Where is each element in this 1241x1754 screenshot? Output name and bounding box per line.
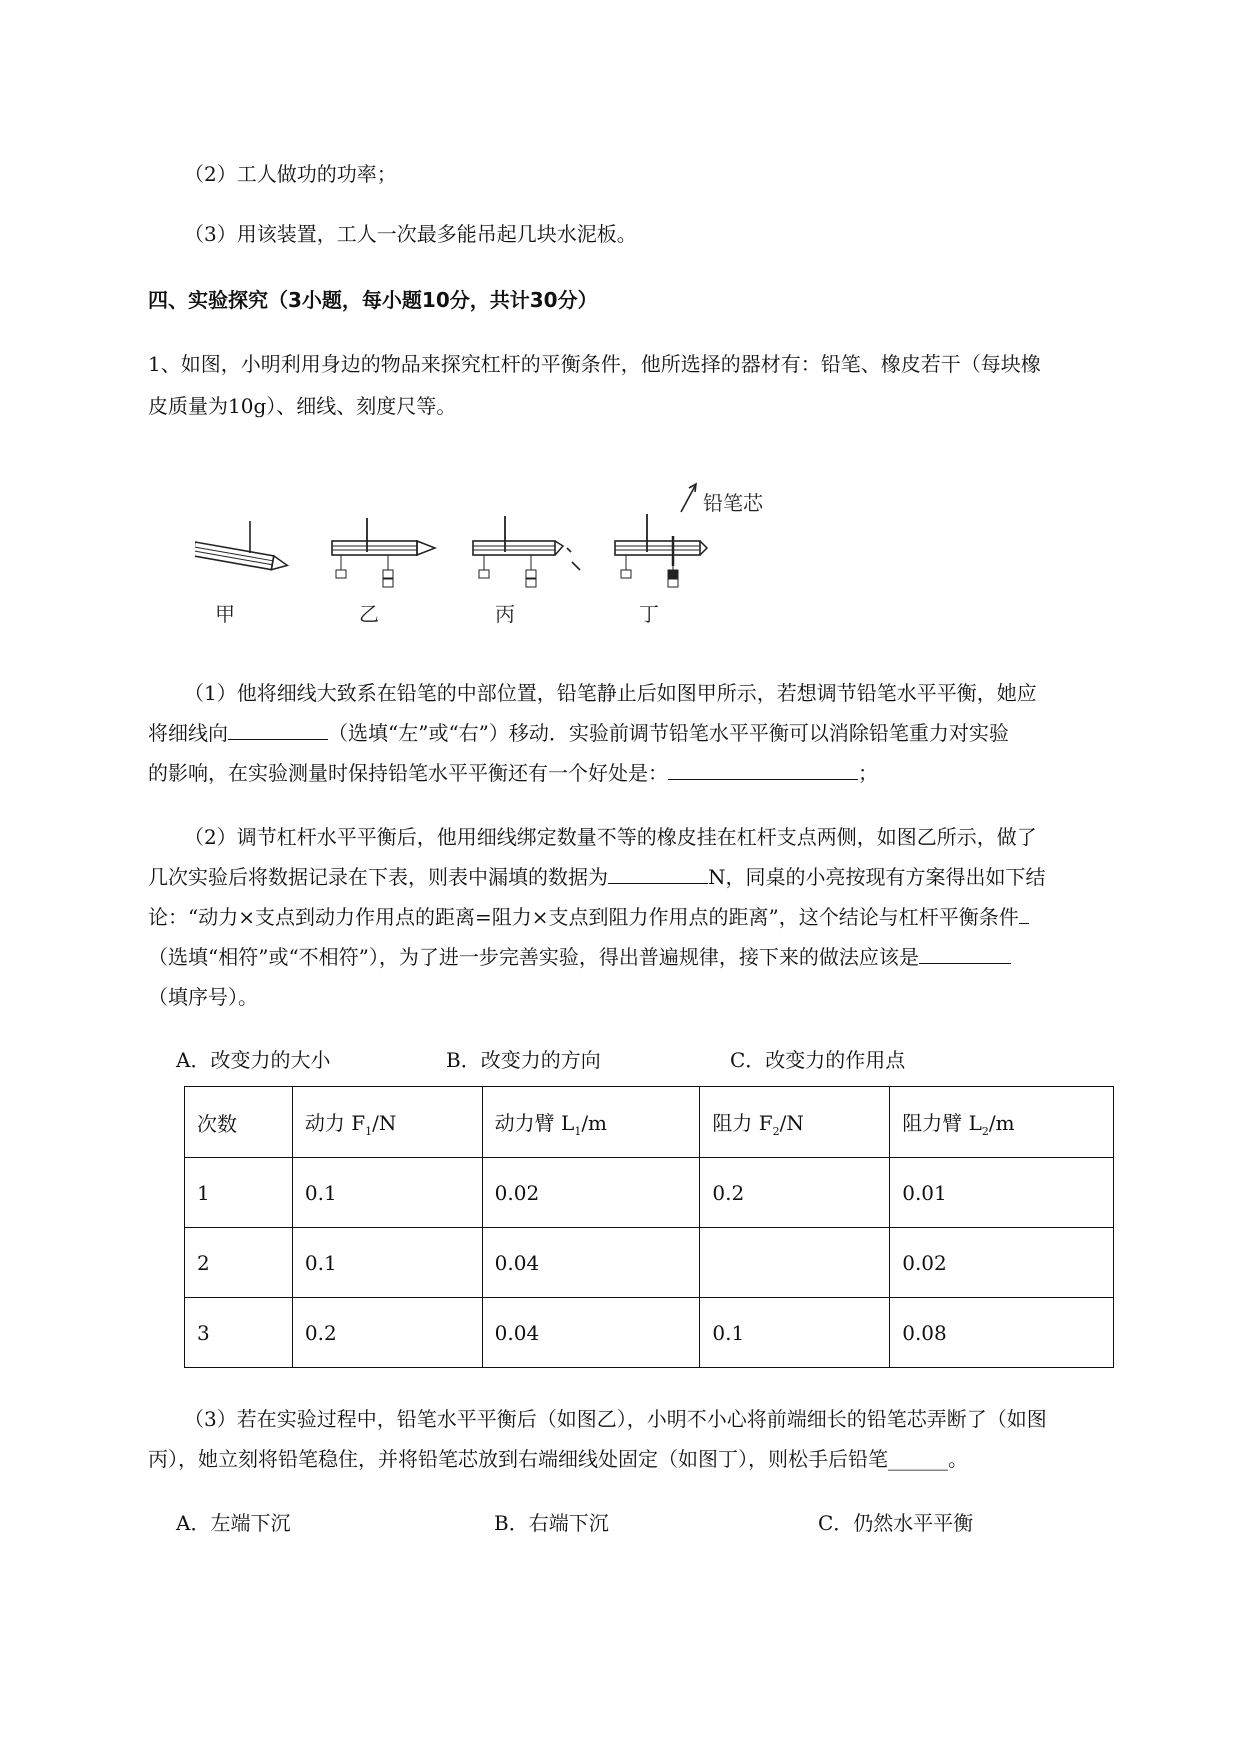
sub2-line-1: （2）调节杠杆水平平衡后，他用细线绑定数量不等的橡皮挂在杠杆支点两侧，如图乙所示，做了 — [184, 825, 1037, 849]
table-cell: 1 — [185, 1158, 293, 1228]
table-cell: 0.08 — [890, 1298, 1114, 1368]
option-c: C．改变力的作用点 — [730, 1048, 906, 1072]
pencil-yi — [332, 518, 435, 587]
table-cell: 0.1 — [700, 1298, 890, 1368]
figure-label-jia: 甲 — [215, 602, 235, 626]
answer-blank[interactable] — [919, 941, 1011, 964]
option-a: A．改变力的大小 — [176, 1048, 331, 1072]
header-cell: 次数 — [185, 1087, 293, 1158]
answer-blank[interactable] — [608, 861, 708, 884]
answer-blank[interactable] — [668, 757, 858, 780]
table-row — [185, 1158, 1114, 1228]
pencil-lever-figure — [195, 478, 845, 638]
answer-blank[interactable] — [1019, 901, 1029, 924]
pencil-ding — [615, 484, 707, 587]
table-cell: 2 — [185, 1228, 293, 1298]
answer-blank[interactable]: ______ — [888, 1447, 948, 1471]
data-table — [184, 1086, 1114, 1368]
figure-label-bing: 丙 — [495, 602, 515, 626]
table-cell: 0.04 — [482, 1298, 700, 1368]
problem-1-line-1: 1、如图，小明利用身边的物品来探究杠杆的平衡条件，他所选择的器材有：铅笔、橡皮若干（每块橡 — [148, 352, 1041, 376]
option-a: A．左端下沉 — [176, 1511, 291, 1535]
problem-1-line-2: 皮质量为10g）、细线、刻度尺等。 — [148, 394, 457, 418]
table-cell: 0.1 — [292, 1228, 482, 1298]
section-heading: 四、实验探究（3小题，每小题10分，共计30分） — [148, 288, 598, 312]
sub1-line-2: 将细线向 （选填“左”或“右”）移动．实验前调节铅笔水平平衡可以消除铅笔重力对实验 — [148, 716, 1009, 750]
sub2-line-2: 几次实验后将数据记录在下表，则表中漏填的数据为 N，同桌的小亮按现有方案得出如下结 — [148, 860, 1046, 894]
table-row — [185, 1298, 1114, 1368]
figure-label-yi: 乙 — [359, 602, 379, 626]
sub3-line-1: （3）若在实验过程中，铅笔水平平衡后（如图乙），小明不小心将前端细长的铅笔芯弄断了（如图 — [184, 1407, 1047, 1431]
table-cell: 3 — [185, 1298, 293, 1368]
pencil-bing — [473, 516, 580, 587]
option-b: B．改变力的方向 — [446, 1048, 601, 1072]
table-cell: 0.1 — [292, 1158, 482, 1228]
sub2-line-3: 论：“动力×支点到动力作用点的距离=阻力×支点到阻力作用点的距离”，这个结论与杠杆平衡条件 — [148, 900, 1029, 934]
header-cell: 动力 $F_1/N$ — [292, 1087, 482, 1158]
table-cell: 0.02 — [890, 1228, 1114, 1298]
question-3-line: （3）用该装置，工人一次最多能吊起几块水泥板。 — [184, 222, 637, 246]
callout-label: 铅笔芯 — [703, 491, 763, 515]
sub3-line-2: 丙），她立刻将铅笔稳住，并将铅笔芯放到右端细线处固定（如图丁），则松手后铅笔______。 — [148, 1447, 968, 1471]
figure-label-ding: 丁 — [639, 602, 659, 626]
option-c: C．仍然水平平衡 — [818, 1511, 974, 1535]
table-header-row — [185, 1087, 1114, 1158]
sub2-line-5: （填序号）。 — [148, 985, 258, 1009]
header-cell: 阻力臂 $L_2/m$ — [890, 1087, 1114, 1158]
header-cell: 阻力 $F_2/N$ — [700, 1087, 890, 1158]
answer-blank[interactable] — [228, 717, 328, 740]
table-cell: 0.02 — [482, 1158, 700, 1228]
table-cell: 0.01 — [890, 1158, 1114, 1228]
pencil-jia — [195, 542, 289, 572]
option-b: B．右端下沉 — [494, 1511, 609, 1535]
sub1-line-1: （1）他将细线大致系在铅笔的中部位置，铅笔静止后如图甲所示，若想调节铅笔水平平衡，她应 — [184, 681, 1037, 705]
table-cell: 0.2 — [700, 1158, 890, 1228]
sub2-line-4: （选填“相符”或“不相符”），为了进一步完善实验，得出普遍规律，接下来的做法应该是 — [148, 940, 1011, 974]
table-cell-missing — [700, 1228, 890, 1298]
table-cell: 0.2 — [292, 1298, 482, 1368]
table-cell: 0.04 — [482, 1228, 700, 1298]
header-cell: 动力臂 $L_1/m$ — [482, 1087, 700, 1158]
question-2-line: （2）工人做功的功率； — [184, 162, 397, 186]
sub1-line-3: 的影响，在实验测量时保持铅笔水平平衡还有一个好处是： ； — [148, 756, 878, 790]
table-row — [185, 1228, 1114, 1298]
